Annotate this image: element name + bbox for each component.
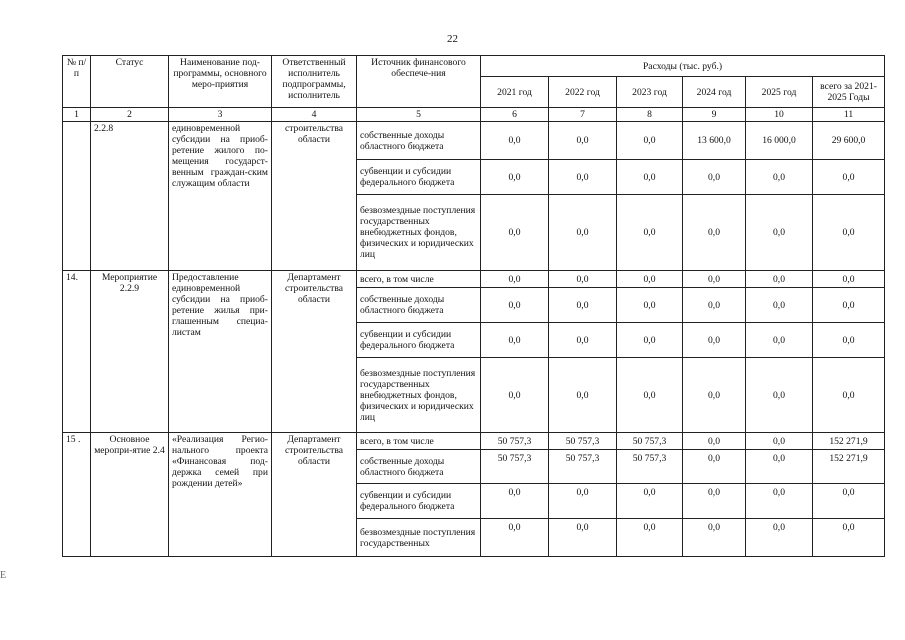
- row-value: 50 757,3: [617, 433, 683, 450]
- row-value: 0,0: [683, 271, 746, 288]
- row-value: 50 757,3: [617, 450, 683, 484]
- table-row: [63, 271, 885, 288]
- margin-mark: E: [0, 570, 7, 581]
- column-number: 6: [481, 108, 549, 122]
- header-year: 2022 год: [549, 77, 617, 108]
- row-source: безвозмездные поступления государственных внебюджетных фондов, физических и юридических лиц: [357, 195, 481, 271]
- header-row: [63, 56, 885, 77]
- header-num: № п/п: [63, 56, 91, 108]
- column-number: 8: [617, 108, 683, 122]
- row-status: Основное меропри-ятие 2.4: [91, 433, 169, 557]
- row-value: 0,0: [813, 195, 885, 271]
- row-value: 0,0: [617, 519, 683, 557]
- row-source: субвенции и субсидии федерального бюджета: [357, 323, 481, 358]
- table-row: [63, 122, 885, 160]
- row-value: 0,0: [746, 484, 813, 519]
- row-value: 0,0: [481, 288, 549, 323]
- header-name: Наименование под-программы, основного меро-приятия: [169, 56, 272, 108]
- row-name: единовременной субсидии на приоб-ретение жилого по-мещения государст-венным граждан-ским служащим области: [169, 122, 272, 271]
- row-executor: Департамент строительства области: [272, 433, 357, 557]
- row-value: 0,0: [813, 519, 885, 557]
- row-number: 14.: [63, 271, 91, 433]
- page-number: 22: [447, 33, 458, 45]
- row-executor: Департамент строительства области: [272, 271, 357, 433]
- row-value: 0,0: [746, 358, 813, 433]
- column-number: 10: [746, 108, 813, 122]
- row-value: 0,0: [683, 195, 746, 271]
- row-value: 0,0: [549, 323, 617, 358]
- row-value: 0,0: [746, 195, 813, 271]
- header-year: 2021 год: [481, 77, 549, 108]
- column-number: 1: [63, 108, 91, 122]
- header-year: 2025 год: [746, 77, 813, 108]
- header-year: 2024 год: [683, 77, 746, 108]
- row-name: «Реализация Регио-нального проекта «Финансовая под-держка семей при рождении детей»: [169, 433, 272, 557]
- row-value: 0,0: [481, 122, 549, 160]
- header-executor: Ответственный исполнитель подпрограммы, исполнитель: [272, 56, 357, 108]
- row-value: 0,0: [683, 358, 746, 433]
- row-value: 0,0: [481, 323, 549, 358]
- row-value: 29 600,0: [813, 122, 885, 160]
- row-value: 50 757,3: [481, 433, 549, 450]
- row-value: 16 000,0: [746, 122, 813, 160]
- row-source: всего, в том числе: [357, 271, 481, 288]
- row-value: 50 757,3: [549, 433, 617, 450]
- row-value: 0,0: [617, 122, 683, 160]
- column-number: 11: [813, 108, 885, 122]
- row-source: субвенции и субсидии федерального бюджета: [357, 484, 481, 519]
- row-value: 50 757,3: [549, 450, 617, 484]
- row-value: 0,0: [746, 288, 813, 323]
- row-value: 0,0: [617, 484, 683, 519]
- row-value: 152 271,9: [813, 450, 885, 484]
- row-value: 0,0: [683, 450, 746, 484]
- row-value: 0,0: [617, 288, 683, 323]
- row-value: 0,0: [549, 195, 617, 271]
- row-value: 0,0: [617, 160, 683, 195]
- row-value: 0,0: [813, 288, 885, 323]
- row-value: 0,0: [813, 323, 885, 358]
- row-value: 0,0: [683, 288, 746, 323]
- row-value: 0,0: [683, 160, 746, 195]
- row-value: 0,0: [481, 484, 549, 519]
- row-value: 0,0: [683, 519, 746, 557]
- header-source: Источник финансового обеспече-ния: [357, 56, 481, 108]
- row-value: 152 271,9: [813, 433, 885, 450]
- header-year: 2023 год: [617, 77, 683, 108]
- row-value: 0,0: [481, 519, 549, 557]
- row-value: 0,0: [813, 160, 885, 195]
- column-number: 4: [272, 108, 357, 122]
- row-value: 0,0: [746, 519, 813, 557]
- row-value: 0,0: [549, 358, 617, 433]
- row-source: безвозмездные поступления государственных внебюджетных фондов, физических и юридических лиц: [357, 358, 481, 433]
- column-number: 5: [357, 108, 481, 122]
- row-source: субвенции и субсидии федерального бюджета: [357, 160, 481, 195]
- row-number: [63, 122, 91, 271]
- row-value: 0,0: [481, 358, 549, 433]
- row-value: 0,0: [549, 519, 617, 557]
- row-value: 0,0: [746, 271, 813, 288]
- column-number: 2: [91, 108, 169, 122]
- row-number: 15 .: [63, 433, 91, 557]
- row-status: Мероприятие 2.2.9: [91, 271, 169, 433]
- row-source: собственные доходы областного бюджета: [357, 450, 481, 484]
- column-number-row: [63, 108, 885, 122]
- row-value: 0,0: [617, 358, 683, 433]
- header-total: всего за 2021-2025 Годы: [813, 77, 885, 108]
- row-value: 0,0: [683, 484, 746, 519]
- row-value: 0,0: [617, 195, 683, 271]
- row-value: 0,0: [813, 484, 885, 519]
- row-value: 0,0: [617, 271, 683, 288]
- row-source: собственные доходы областного бюджета: [357, 288, 481, 323]
- budget-table: [62, 55, 885, 557]
- row-value: 0,0: [549, 288, 617, 323]
- column-number: 9: [683, 108, 746, 122]
- column-number: 7: [549, 108, 617, 122]
- row-value: 0,0: [481, 271, 549, 288]
- row-executor: строительства области: [272, 122, 357, 271]
- row-value: 0,0: [549, 122, 617, 160]
- row-value: 0,0: [813, 358, 885, 433]
- row-value: 0,0: [481, 195, 549, 271]
- row-source: всего, в том числе: [357, 433, 481, 450]
- row-value: 0,0: [746, 450, 813, 484]
- row-value: 0,0: [683, 323, 746, 358]
- row-value: 0,0: [549, 160, 617, 195]
- row-value: 0,0: [813, 271, 885, 288]
- row-value: 0,0: [549, 271, 617, 288]
- table-row: [63, 433, 885, 450]
- column-number: 3: [169, 108, 272, 122]
- row-value: 0,0: [746, 323, 813, 358]
- header-expenses: Расходы (тыс. руб.): [481, 56, 885, 77]
- header-status: Статус: [91, 56, 169, 108]
- row-status: 2.2.8: [91, 122, 169, 271]
- row-value: 0,0: [746, 433, 813, 450]
- row-source: безвозмездные поступления государственных: [357, 519, 481, 557]
- row-value: 0,0: [683, 433, 746, 450]
- row-value: 50 757,3: [481, 450, 549, 484]
- row-value: 0,0: [746, 160, 813, 195]
- row-value: 0,0: [617, 323, 683, 358]
- row-name: Предоставление единовременной субсидии на приоб-ретение жилья при-глашенным специа-листам: [169, 271, 272, 433]
- row-value: 0,0: [549, 484, 617, 519]
- row-value: 13 600,0: [683, 122, 746, 160]
- row-source: собственные доходы областного бюджета: [357, 122, 481, 160]
- row-value: 0,0: [481, 160, 549, 195]
